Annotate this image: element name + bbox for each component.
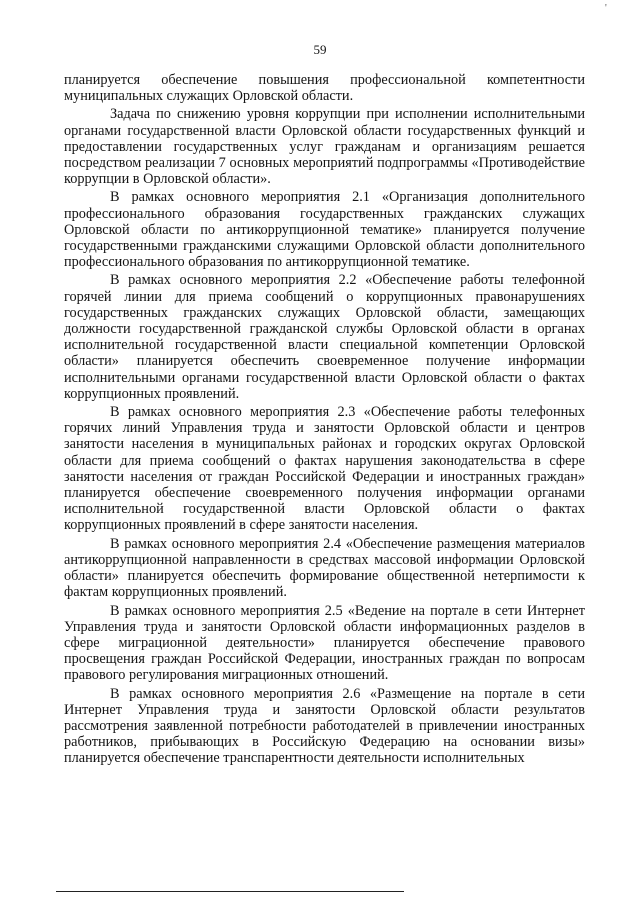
paragraph-8: В рамках основного мероприятия 2.6 «Размещение на портале в сети Интернет Управления труда и занятости Орловской области результатов рассмотрения заявленной потребности работодателей в привлечении иностранных работников, прибывающих в Российскую Федерацию на основании визы» планируется обеспечение транспарентности деятельности исполнительных xyxy=(64,685,585,767)
document-body xyxy=(64,72,585,769)
page-number: 59 xyxy=(313,42,327,57)
scan-corner-mark: ' xyxy=(605,3,607,14)
footer-rule xyxy=(56,891,404,892)
paragraph-7: В рамках основного мероприятия 2.5 «Ведение на портале в сети Интернет Управления труда и занятости Орловской области информационных разделов в сфере миграционной деятельности» планируется обеспечение правового просвещения граждан Российской Федерации, иностранных граждан по вопросам правового регулирования миграционных отношений. xyxy=(64,602,585,684)
paragraph-5: В рамках основного мероприятия 2.3 «Обеспечение работы телефонных горячих линий Управления труда и занятости Орловской области и центров занятости населения в муниципальных районах и городских округах Орловской области для приема сообщений о фактах нарушения законодательства в сфере занятости населения от граждан Российской Федерации и иностранных граждан» планируется обеспечение своевременного получения информации органами исполнительной государственной власти Орловской области о фактах коррупционных проявлений в сфере занятости населения. xyxy=(64,404,585,534)
paragraph-2: Задача по снижению уровня коррупции при исполнении исполнительными органами государственной власти Орловской области государственных функций и предоставлении государственных услуг гражданам и организациям решается посредством реализации 7 основных мероприятий подпрограммы «Противодействие коррупции в Орловской области». xyxy=(64,106,585,188)
paragraph-4: В рамках основного мероприятия 2.2 «Обеспечение работы телефонной горячей линии для приема сообщений о коррупционных правонарушениях государственных гражданских служащих Орловской области, замещающих должности государственной гражданской службы Орловской области в органах исполнительной государственной власти специальной компетенции Орловской области» планируется обеспечить своевременное получение информации исполнительными органами государственной власти Орловской области о фактах коррупционных проявлений. xyxy=(64,272,585,402)
paragraph-6: В рамках основного мероприятия 2.4 «Обеспечение размещения материалов антикоррупционной направленности в средствах массовой информации Орловской области» планируется обеспечить формирование общественной нетерпимости к фактам коррупционных проявлений. xyxy=(64,535,585,601)
paragraph-1: планируется обеспечение повышения профессиональной компетентности муниципальных служащих Орловской области. xyxy=(64,72,585,105)
paragraph-3: В рамках основного мероприятия 2.1 «Организация дополнительного профессионального образования государственных гражданских служащих Орловской области по антикоррупционной тематике» планируется получение государственными гражданскими служащими Орловской области дополнительного профессионального образования по антикоррупционной тематике. xyxy=(64,189,585,271)
